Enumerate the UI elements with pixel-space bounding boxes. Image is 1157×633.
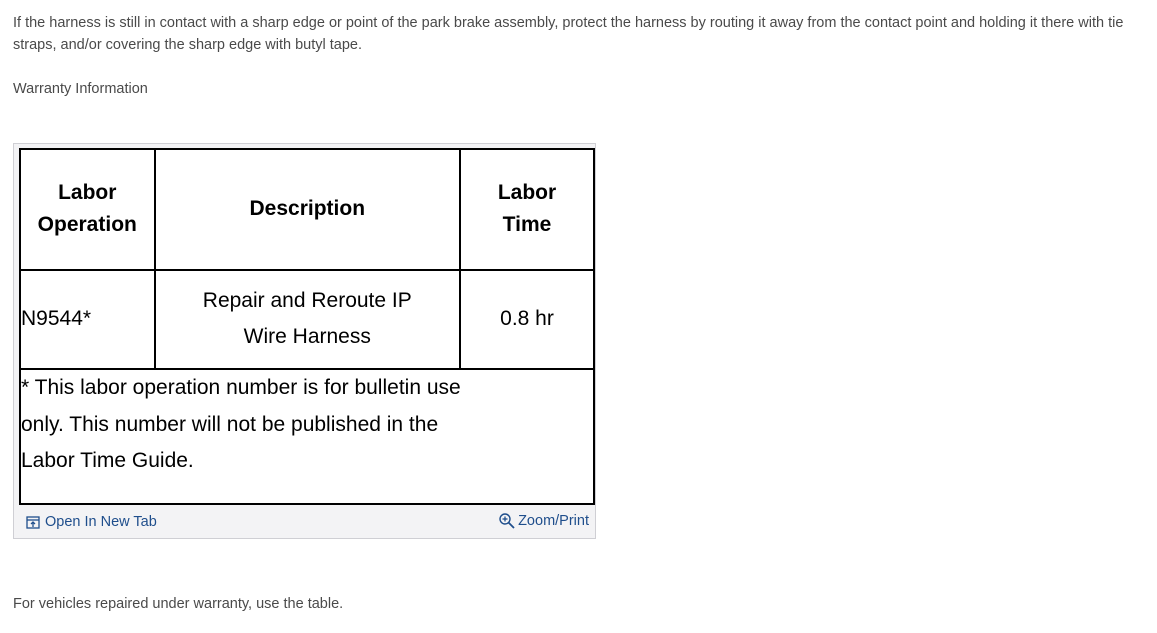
description-cell <box>155 270 460 370</box>
header-labor-operation-line1: Labor <box>58 181 117 205</box>
open-in-new-tab-label: Open In New Tab <box>45 514 157 530</box>
zoom-print-link[interactable] <box>498 512 589 530</box>
labor-operation-cell <box>20 270 155 370</box>
warranty-usage-paragraph: For vehicles repaired under warranty, use the table. <box>13 596 344 612</box>
footnote-line1: * This labor operation number is for bulletin use <box>21 376 461 400</box>
labor-table-figure <box>13 143 596 539</box>
zoom-print-label: Zoom/Print <box>518 513 589 529</box>
description-line2: Wire Harness <box>243 325 371 349</box>
table-row <box>20 270 594 370</box>
magnifier-plus-icon <box>498 512 516 530</box>
table-header-row <box>20 149 594 270</box>
header-description-text: Description <box>249 197 366 221</box>
harness-protection-paragraph: If the harness is still in contact with a sharp edge or point of the park brake assembly, protect the harness by routing it away from the contact point and holding it there with tie straps, and/or covering the sharp edge with butyl tape. <box>13 15 1124 53</box>
header-labor-time-line2: Time <box>502 213 552 237</box>
header-labor-operation-line2: Operation <box>37 213 137 237</box>
open-new-tab-icon <box>26 516 40 529</box>
warranty-information-heading: Warranty Information <box>13 81 148 97</box>
footnote-line2: only. This number will not be published in the <box>21 412 439 436</box>
description-line1: Repair and Reroute IP <box>202 289 412 313</box>
header-labor-operation <box>20 149 155 270</box>
header-labor-time <box>460 149 594 270</box>
table-note-row <box>20 369 594 504</box>
figure-toolbar <box>14 506 595 538</box>
labor-table <box>19 148 595 505</box>
header-description <box>155 149 460 270</box>
header-labor-time-line1: Labor <box>497 181 557 205</box>
labor-operation-value: N9544* <box>21 307 92 331</box>
labor-time-cell <box>460 270 594 370</box>
table-footnote <box>20 369 594 504</box>
labor-table-image <box>19 148 595 505</box>
labor-time-value: 0.8 hr <box>500 307 554 331</box>
footnote-line3: Labor Time Guide. <box>21 449 194 473</box>
open-in-new-tab-link[interactable] <box>26 514 157 530</box>
